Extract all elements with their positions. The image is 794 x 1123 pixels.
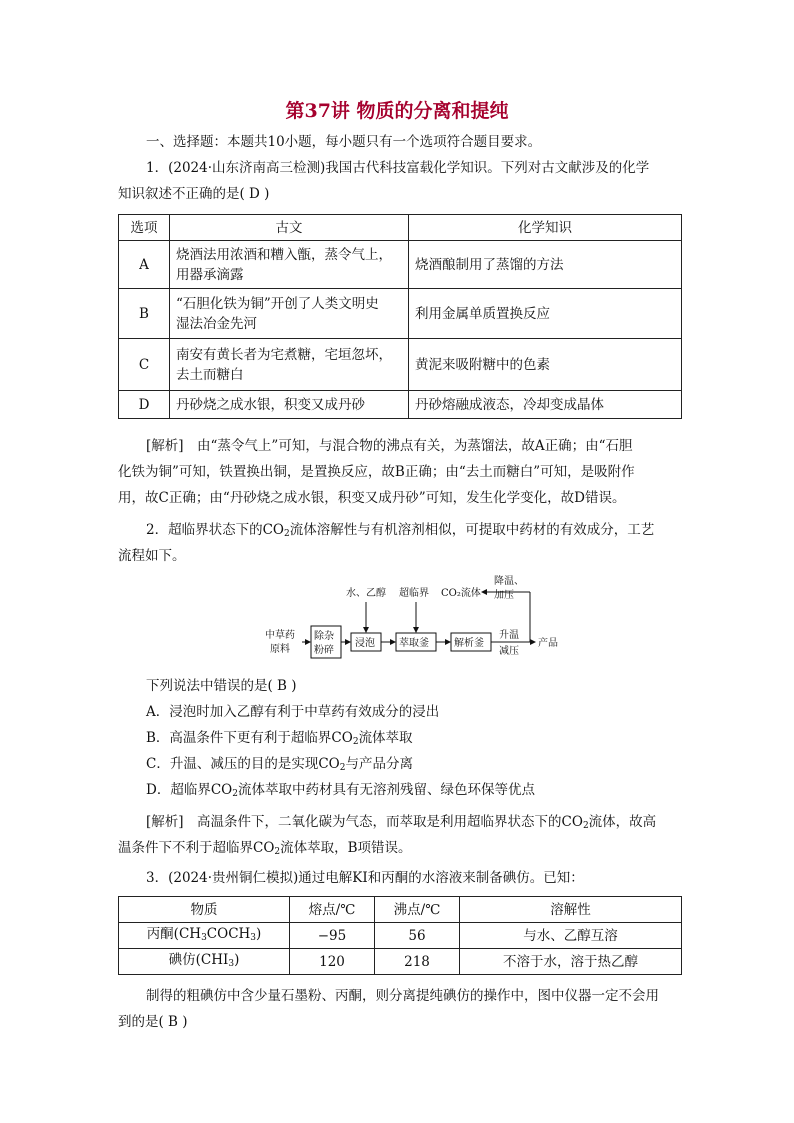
q1-row-text: 丹砂烧之成水银，积变又成丹砂 [170, 391, 409, 419]
q1-stem-line2: 知识叙述不正确的是( D ) [118, 186, 270, 202]
q1-header-knowledge: 化学知识 [409, 215, 682, 241]
q1-row-text: “石胆化铁为铜”开创了人类文明史 湿法冶金先河 [170, 289, 409, 339]
flow-out-label1: 升温 [499, 630, 519, 641]
flow-box-purify-label2: 粉碎 [314, 645, 334, 656]
table-row [119, 289, 682, 339]
flow-box-extraction-label: 萃取釜 [399, 638, 429, 649]
flow-raw-label2: 原料 [270, 644, 290, 655]
q2-stem-line1: 2．超临界状态下的$CO_2$流体溶解性与有机溶剂相似，可提取中药材的有效成分，工艺 [146, 522, 655, 539]
q3-row-substance: 碘仿$(CHI_3)$ [119, 949, 290, 975]
q3-tail-line2: 到的是( B ) [118, 1014, 188, 1030]
q3-table [118, 896, 682, 975]
q1-row-knowledge: 烧酒酿制用了蒸馏的方法 [409, 241, 682, 289]
flow-box-purify-label1: 除杂 [314, 631, 334, 642]
table-row [119, 391, 682, 419]
table-row [119, 339, 682, 391]
flow-loop-label2: 加压 [494, 590, 514, 601]
q2-option-c: C．升温、减压的目的是实现$CO_2$与产品分离 [146, 756, 413, 773]
flow-out-label2: 减压 [499, 646, 519, 657]
table-row [119, 241, 682, 289]
q1-row-option: A [119, 241, 170, 289]
q2-stem-line2: 流程如下。 [118, 548, 186, 564]
q1-analysis-line2: 化铁为铜”可知，铁置换出铜，是置换反应，故B正确；由“去土而糖白”可知，是吸附作 [118, 464, 635, 480]
table-row [119, 923, 682, 949]
flow-co2-fluid: CO₂流体 [441, 588, 481, 599]
q2-option-d: D．超临界$CO_2$流体萃取中药材具有无溶剂残留、绿色环保等优点 [146, 782, 535, 799]
q1-header-option: 选项 [119, 215, 170, 241]
q1-row-text: 烧酒法用浓酒和糟入甑，蒸令气上， 用器承滴露 [170, 241, 409, 289]
q1-analysis-line1: [解析] 由“蒸令气上”可知，与混合物的沸点有关，为蒸馏法，故A正确；由“石胆 [146, 438, 633, 454]
q2-analysis-line2: 温条件下不利于超临界$CO_2$流体萃取，B项错误。 [118, 840, 412, 857]
process-flow-diagram [260, 572, 600, 672]
flow-loop-label1: 降温、 [494, 576, 524, 587]
q1-analysis-line3: 用，故C正确；由“丹砂烧之成水银，积变又成丹砂”可知，发生化学变化，故D错误。 [118, 490, 626, 506]
q1-table [118, 214, 682, 419]
flow-input-supercritical: 超临界 [399, 588, 429, 599]
flow-box-soak-label: 浸泡 [355, 638, 375, 649]
q3-row-bp: 56 [375, 923, 460, 949]
q1-row-knowledge: 丹砂熔融成液态，冷却变成晶体 [409, 391, 682, 419]
q3-row-solubility: 不溶于水，溶于热乙醇 [460, 949, 682, 975]
q3-row-bp: 218 [375, 949, 460, 975]
q2-option-b: B．高温条件下更有利于超临界$CO_2$流体萃取 [146, 730, 413, 747]
q2-option-a: A．浸泡时加入乙醇有利于中草药有效成分的浸出 [146, 704, 440, 720]
q2-analysis-line1: [解析] 高温条件下，二氧化碳为气态，而萃取是利用超临界状态下的$CO_2$流体，故高 [146, 814, 657, 831]
flow-raw-label1: 中草药 [265, 630, 295, 641]
q3-header-bp: 沸点/℃ [375, 897, 460, 923]
q1-row-text: 南安有黄长者为宅煮糖，宅垣忽坏， 去土而糖白 [170, 339, 409, 391]
q1-row-option: D [119, 391, 170, 419]
q3-stem: 3．(2024·贵州铜仁模拟)通过电解KI和丙酮的水溶液来制备碘仿。已知： [146, 870, 584, 886]
q2-question: 下列说法中错误的是( B ) [146, 678, 297, 694]
q1-row-option: C [119, 339, 170, 391]
q1-header-text: 古文 [170, 215, 409, 241]
q1-row-knowledge: 黄泥来吸附糖中的色素 [409, 339, 682, 391]
q1-stem-line1: 1．(2024·山东济南高三检测)我国古代科技富载化学知识。下列对古文献涉及的化学 [146, 160, 650, 176]
q3-row-mp: 120 [290, 949, 375, 975]
flow-product: 产品 [538, 638, 558, 649]
page-title: 第37讲 物质的分离和提纯 [285, 100, 509, 122]
q3-header-mp: 熔点/℃ [290, 897, 375, 923]
q3-row-substance: 丙酮$(CH_3COCH_3)$ [119, 923, 290, 949]
table-row [119, 949, 682, 975]
flow-input-water-ethanol: 水、乙醇 [346, 588, 386, 599]
section-heading: 一、选择题：本题共10小题，每小题只有一个选项符合题目要求。 [146, 134, 542, 150]
q1-row-knowledge: 利用金属单质置换反应 [409, 289, 682, 339]
q1-row-option: B [119, 289, 170, 339]
q3-header-substance: 物质 [119, 897, 290, 923]
q3-row-mp: −95 [290, 923, 375, 949]
q3-tail-line1: 制得的粗碘仿中含少量石墨粉、丙酮，则分离提纯碘仿的操作中，图中仪器一定不会用 [146, 988, 659, 1004]
q3-header-solubility: 溶解性 [460, 897, 682, 923]
q3-row-solubility: 与水、乙醇互溶 [460, 923, 682, 949]
flow-box-analysis-label: 解析釜 [454, 638, 484, 649]
